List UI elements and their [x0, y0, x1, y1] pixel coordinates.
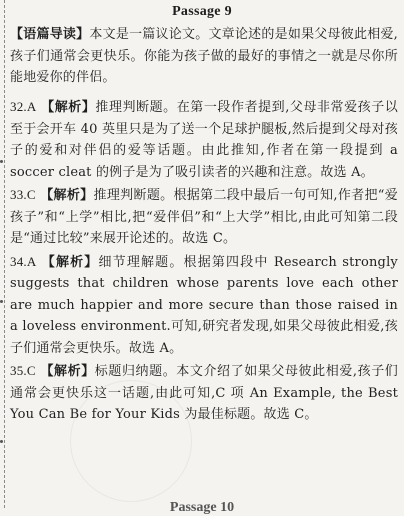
question-number: 33. [10, 187, 27, 202]
answer-item [10, 96, 398, 183]
answer-item [10, 251, 398, 360]
answer-letter: A [26, 253, 37, 269]
analysis-tag: 【解析】 [41, 254, 99, 270]
question-number: 32. [10, 99, 27, 114]
page-fold-line [4, 0, 5, 508]
reading-guide [10, 24, 398, 89]
answer-letter: C [26, 187, 36, 202]
reading-guide-tag: 【语篇导读】 [10, 27, 90, 42]
binding-dot [0, 440, 3, 443]
analysis-text: 细节理解题。根据第四段中 Research strongly suggests that children whose parents love each other are much happier and more secure than those raised in a loveless environment.可知,研究者发现,如果父母彼此相爱,孩子们通常会更快乐。故选 A。 [10, 254, 398, 356]
answer-list [10, 96, 398, 427]
question-number: 35. [10, 363, 27, 378]
question-number: 34. [10, 253, 27, 269]
answer-item [10, 184, 398, 250]
passage-title: Passage 9 [172, 4, 232, 19]
reading-guide-text: 本文是一篇议论文。文章论述的是如果父母彼此相爱,孩子们通常会更快乐。你能为孩子做的最好的事情之一就是尽你所能地爱你的伴侣。 [10, 27, 399, 85]
next-passage-heading: Passage 10 [169, 500, 235, 515]
analysis-text: 标题归纳题。本文介绍了如果父母彼此相爱,孩子们通常会更快乐这一话题,由此可知,C 项 An Example, the Best You Can Be for Your Kids 为最佳标题。故选 C。 [10, 364, 398, 422]
analysis-tag: 【解析】 [40, 364, 95, 379]
answer-item [10, 360, 398, 426]
binding-dot [0, 160, 3, 163]
analysis-tag: 【解析】 [40, 188, 94, 203]
analysis-text: 推理判断题。在第一段作者提到,父母非常爱孩子以至于会开车 40 英里只是为了送一个足球护腿板,然后提到父母对孩子的爱和对伴侣的爱等话题。由此推知,作者在第一段提到 a soccer cleat 的例子是为了吸引读者的兴趣和注意。故选 A。 [10, 100, 398, 180]
analysis-text: 推理判断题。根据第二段中最后一句可知,作者把“爱孩子”和“上学”相比,把“爱伴侣”和“上大学”相比,由此可知第二段是“通过比较”来展开论述的。故选 C。 [10, 188, 398, 246]
answer-letter: C [26, 363, 36, 378]
binding-dot [0, 300, 3, 303]
analysis-tag: 【解析】 [41, 100, 96, 115]
answer-letter: A [26, 99, 37, 114]
